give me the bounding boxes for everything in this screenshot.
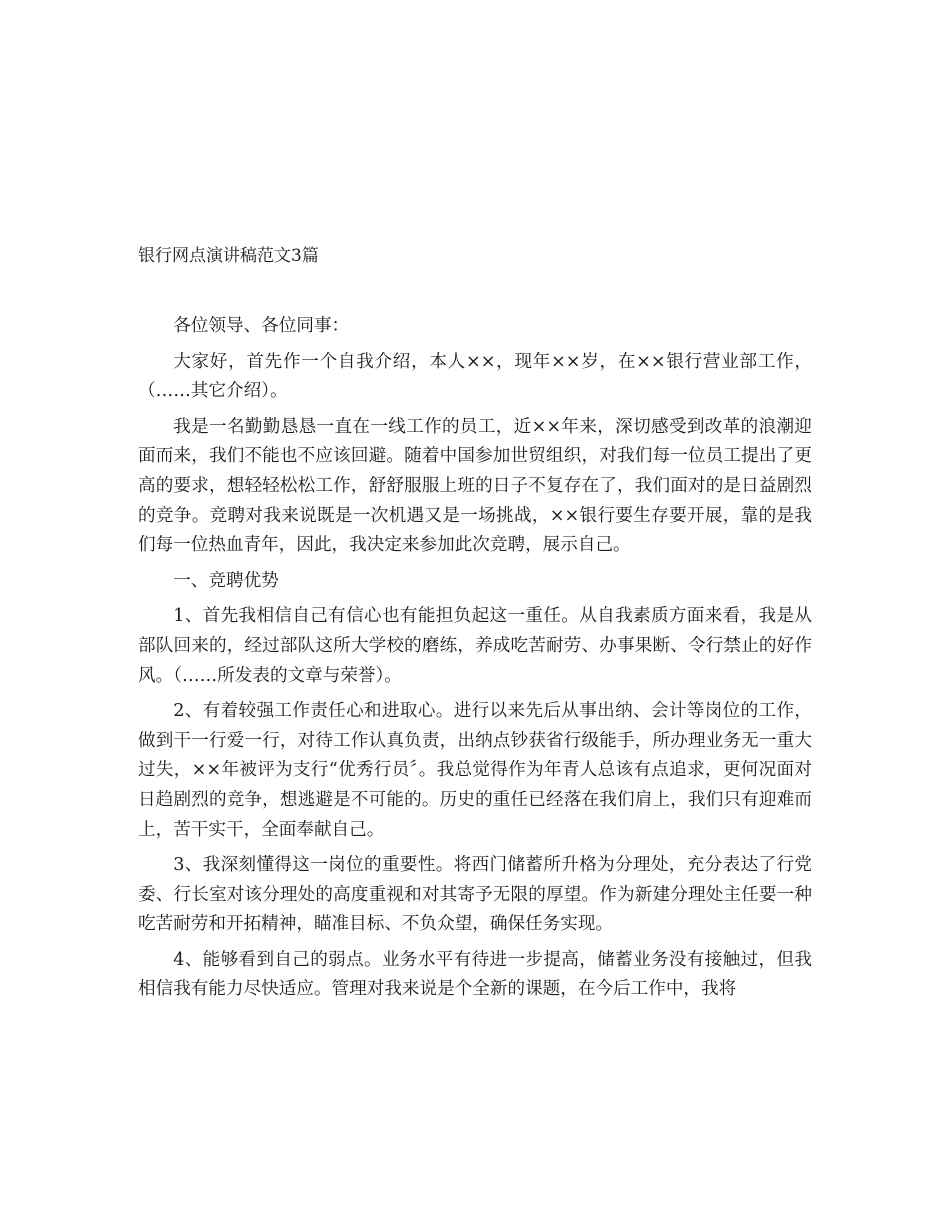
intro-paragraph: 大家好，首先作一个自我介绍，本人××，现年××岁，在××银行营业部工作，（……其它介绍）。 — [138, 351, 812, 402]
advantage-paragraph-3: 3、我深刻懂得这一岗位的重要性。将西门储蓄所升格为分理处，充分表达了行党委、行长室对该分理处的高度重视和对其寄予无限的厚望。作为新建分理处主任要一种吃苦耐劳和开拓精神，瞄准目标、不负众望，确保任务实现。 — [138, 855, 812, 935]
document-title: 银行网点演讲稿范文3篇 — [138, 246, 319, 266]
section-heading: 一、竞聘优势 — [173, 570, 279, 591]
document-body — [138, 312, 812, 1011]
advantage-paragraph-1: 1、首先我相信自己有信心也有能担负起这一重任。从自我素质方面来看，我是从部队回来的，经过部队这所大学校的磨练，养成吃苦耐劳、办事果断、令行禁止的好作风。（……所发表的文章与荣誉）。 — [138, 606, 812, 686]
advantage-paragraph-4: 4、能够看到自己的弱点。业务水平有待进一步提高，储蓄业务没有接触过，但我相信我有能力尽快适应。管理对我来说是个全新的课题，在今后工作中，我将 — [138, 949, 812, 1000]
motivation-paragraph: 我是一名勤勤恳恳一直在一线工作的员工，近××年来，深切感受到改革的浪潮迎面而来，我们不能也不应该回避。随着中国参加世贸组织，对我们每一位员工提出了更高的要求，想轻轻松松工作，舒舒服服上班的日子不复存在了，我们面对的是日益剧烈的竞争。竞聘对我来说既是一次机遇又是一场挑战，××银行要生存要开展，靠的是我们每一位热血青年，因此，我决定来参加此次竞聘，展示自己。 — [138, 416, 812, 556]
salutation-paragraph: 各位领导、各位同事： — [173, 316, 350, 336]
advantage-paragraph-2: 2、有着较强工作责任心和进取心。进行以来先后从事出纳、会计等岗位的工作，做到干一行爱一行，对待工作认真负责，出纳点钞获省行级能手，所办理业务无一重大过失，××年被评为支行“优秀行员〞。我总觉得作为年青人总该有点追求，更何况面对日趋剧烈的竞争，想逃避是不可能的。历史的重任已经落在我们肩上，我们只有迎难而上，苦干实干，全面奉献自己。 — [138, 701, 812, 840]
